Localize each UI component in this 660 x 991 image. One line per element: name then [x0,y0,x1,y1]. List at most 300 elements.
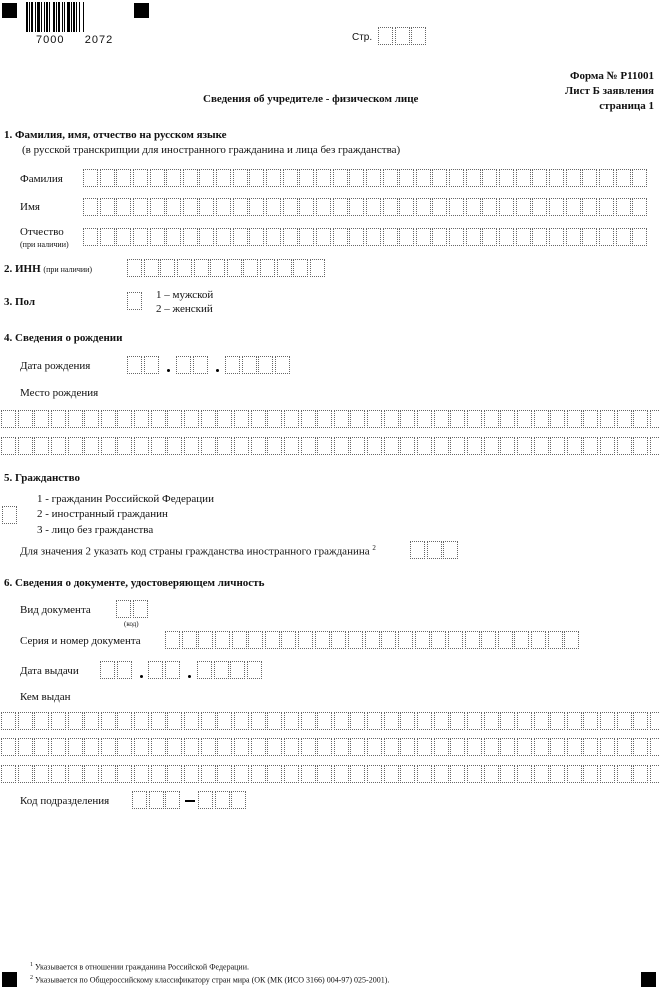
input-cell[interactable] [348,631,363,649]
input-cell[interactable] [632,169,647,187]
input-cell[interactable] [499,228,514,246]
birth-day-cells[interactable] [127,356,159,374]
input-cell[interactable] [165,791,180,809]
input-cell[interactable] [233,169,248,187]
input-cell[interactable] [450,437,465,455]
input-cell[interactable] [395,27,410,45]
input-cell[interactable] [247,661,262,679]
input-cell[interactable] [248,631,263,649]
input-cell[interactable] [365,631,380,649]
input-cell[interactable] [633,738,648,756]
input-cell[interactable] [531,631,546,649]
input-cell[interactable] [434,437,449,455]
input-cell[interactable] [201,712,216,730]
input-cell[interactable] [350,765,365,783]
input-cell[interactable] [265,631,280,649]
input-cell[interactable] [448,631,463,649]
input-cell[interactable] [417,712,432,730]
doc-series-cells[interactable] [165,631,579,649]
input-cell[interactable] [165,631,180,649]
input-cell[interactable] [633,765,648,783]
input-cell[interactable] [416,198,431,216]
input-cell[interactable] [199,228,214,246]
input-cell[interactable] [184,738,199,756]
input-cell[interactable] [567,738,582,756]
input-cell[interactable] [234,712,249,730]
input-cell[interactable] [150,228,165,246]
input-cell[interactable] [411,27,426,45]
input-cell[interactable] [416,228,431,246]
input-cell[interactable] [281,631,296,649]
input-cell[interactable] [450,765,465,783]
input-cell[interactable] [277,259,292,277]
input-cell[interactable] [500,738,515,756]
input-cell[interactable] [51,437,66,455]
input-cell[interactable] [350,738,365,756]
input-cell[interactable] [116,228,131,246]
input-cell[interactable] [201,738,216,756]
input-cell[interactable] [516,228,531,246]
input-cell[interactable] [299,228,314,246]
country-code-cells[interactable] [410,541,458,559]
issued-by-cells-row-1[interactable] [1,712,660,730]
input-cell[interactable] [34,738,49,756]
input-cell[interactable] [201,437,216,455]
input-cell[interactable] [117,712,132,730]
gender-cell[interactable] [127,292,142,310]
input-cell[interactable] [266,198,281,216]
input-cell[interactable] [234,765,249,783]
input-cell[interactable] [481,631,496,649]
input-cell[interactable] [134,437,149,455]
input-cell[interactable] [316,228,331,246]
input-cell[interactable] [333,169,348,187]
input-cell[interactable] [18,410,33,428]
input-cell[interactable] [532,169,547,187]
input-cell[interactable] [367,738,382,756]
input-cell[interactable] [500,765,515,783]
input-cell[interactable] [534,738,549,756]
input-cell[interactable] [599,228,614,246]
input-cell[interactable] [117,661,132,679]
input-cell[interactable] [243,259,258,277]
input-cell[interactable] [232,631,247,649]
input-cell[interactable] [201,765,216,783]
input-cell[interactable] [334,437,349,455]
input-cell[interactable] [83,169,98,187]
input-cell[interactable] [301,738,316,756]
input-cell[interactable] [317,712,332,730]
input-cell[interactable] [567,437,582,455]
patronymic-cells[interactable] [83,228,647,246]
input-cell[interactable] [600,738,615,756]
input-cell[interactable] [600,410,615,428]
input-cell[interactable] [215,791,230,809]
input-cell[interactable] [317,437,332,455]
input-cell[interactable] [127,292,142,310]
input-cell[interactable] [517,738,532,756]
input-cell[interactable] [177,259,192,277]
input-cell[interactable] [148,661,163,679]
input-cell[interactable] [616,198,631,216]
input-cell[interactable] [215,631,230,649]
input-cell[interactable] [150,198,165,216]
input-cell[interactable] [117,437,132,455]
input-cell[interactable] [217,738,232,756]
input-cell[interactable] [367,437,382,455]
input-cell[interactable] [467,437,482,455]
input-cell[interactable] [127,259,142,277]
input-cell[interactable] [18,738,33,756]
dept-code-cells-part-1[interactable] [132,791,180,809]
input-cell[interactable] [51,410,66,428]
input-cell[interactable] [151,765,166,783]
input-cell[interactable] [484,738,499,756]
input-cell[interactable] [217,410,232,428]
input-cell[interactable] [100,198,115,216]
input-cell[interactable] [434,712,449,730]
input-cell[interactable] [83,198,98,216]
input-cell[interactable] [484,712,499,730]
input-cell[interactable] [650,410,660,428]
input-cell[interactable] [617,765,632,783]
input-cell[interactable] [267,437,282,455]
issue-day-cells[interactable] [100,661,132,679]
input-cell[interactable] [266,228,281,246]
input-cell[interactable] [383,228,398,246]
input-cell[interactable] [400,738,415,756]
input-cell[interactable] [465,631,480,649]
input-cell[interactable] [384,738,399,756]
birth-place-cells-row-1[interactable] [1,410,660,428]
input-cell[interactable] [417,437,432,455]
input-cell[interactable] [582,228,597,246]
input-cell[interactable] [633,410,648,428]
input-cell[interactable] [449,198,464,216]
input-cell[interactable] [549,198,564,216]
input-cell[interactable] [484,410,499,428]
input-cell[interactable] [534,765,549,783]
input-cell[interactable] [1,765,16,783]
input-cell[interactable] [283,228,298,246]
input-cell[interactable] [194,259,209,277]
input-cell[interactable] [549,228,564,246]
input-cell[interactable] [650,437,660,455]
dept-code-cells-part-2[interactable] [198,791,246,809]
input-cell[interactable] [133,600,148,618]
input-cell[interactable] [198,791,213,809]
input-cell[interactable] [210,259,225,277]
input-cell[interactable] [68,437,83,455]
input-cell[interactable] [600,437,615,455]
input-cell[interactable] [301,712,316,730]
input-cell[interactable] [234,437,249,455]
input-cell[interactable] [599,169,614,187]
input-cell[interactable] [301,437,316,455]
input-cell[interactable] [349,198,364,216]
input-cell[interactable] [167,765,182,783]
birth-year-cells[interactable] [225,356,290,374]
input-cell[interactable] [249,169,264,187]
input-cell[interactable] [431,631,446,649]
input-cell[interactable] [233,198,248,216]
input-cell[interactable] [133,228,148,246]
input-cell[interactable] [34,437,49,455]
input-cell[interactable] [101,712,116,730]
input-cell[interactable] [367,765,382,783]
input-cell[interactable] [367,410,382,428]
input-cell[interactable] [197,661,212,679]
input-cell[interactable] [434,738,449,756]
input-cell[interactable] [144,259,159,277]
input-cell[interactable] [617,437,632,455]
input-cell[interactable] [450,410,465,428]
input-cell[interactable] [1,437,16,455]
input-cell[interactable] [34,712,49,730]
input-cell[interactable] [466,228,481,246]
input-cell[interactable] [384,712,399,730]
input-cell[interactable] [399,198,414,216]
issued-by-cells-row-2[interactable] [1,738,660,756]
input-cell[interactable] [301,765,316,783]
input-cell[interactable] [333,228,348,246]
input-cell[interactable] [283,198,298,216]
input-cell[interactable] [550,765,565,783]
input-cell[interactable] [1,712,16,730]
input-cell[interactable] [230,661,245,679]
input-cell[interactable] [298,631,313,649]
input-cell[interactable] [18,765,33,783]
input-cell[interactable] [151,410,166,428]
input-cell[interactable] [84,765,99,783]
input-cell[interactable] [284,437,299,455]
input-cell[interactable] [100,228,115,246]
input-cell[interactable] [216,228,231,246]
input-cell[interactable] [183,228,198,246]
input-cell[interactable] [484,437,499,455]
input-cell[interactable] [432,169,447,187]
input-cell[interactable] [583,437,598,455]
doc-type-cells[interactable] [116,600,148,618]
input-cell[interactable] [134,410,149,428]
input-cell[interactable] [583,712,598,730]
input-cell[interactable] [266,169,281,187]
input-cell[interactable] [517,712,532,730]
input-cell[interactable] [482,198,497,216]
input-cell[interactable] [582,198,597,216]
input-cell[interactable] [299,198,314,216]
input-cell[interactable] [316,169,331,187]
input-cell[interactable] [617,712,632,730]
input-cell[interactable] [550,738,565,756]
input-cell[interactable] [566,198,581,216]
input-cell[interactable] [83,228,98,246]
input-cell[interactable] [450,738,465,756]
input-cell[interactable] [284,712,299,730]
input-cell[interactable] [216,198,231,216]
input-cell[interactable] [68,738,83,756]
input-cell[interactable] [84,738,99,756]
input-cell[interactable] [334,765,349,783]
input-cell[interactable] [632,198,647,216]
input-cell[interactable] [68,765,83,783]
input-cell[interactable] [534,712,549,730]
input-cell[interactable] [400,437,415,455]
input-cell[interactable] [182,631,197,649]
input-cell[interactable] [267,765,282,783]
input-cell[interactable] [417,410,432,428]
input-cell[interactable] [500,437,515,455]
input-cell[interactable] [467,765,482,783]
input-cell[interactable] [116,198,131,216]
input-cell[interactable] [184,437,199,455]
input-cell[interactable] [416,169,431,187]
input-cell[interactable] [650,738,660,756]
input-cell[interactable] [467,410,482,428]
input-cell[interactable] [258,356,273,374]
input-cell[interactable] [567,765,582,783]
input-cell[interactable] [498,631,513,649]
input-cell[interactable] [166,198,181,216]
input-cell[interactable] [331,631,346,649]
input-cell[interactable] [367,712,382,730]
input-cell[interactable] [599,198,614,216]
input-cell[interactable] [500,712,515,730]
input-cell[interactable] [384,765,399,783]
issue-year-cells[interactable] [197,661,262,679]
input-cell[interactable] [116,169,131,187]
input-cell[interactable] [84,712,99,730]
input-cell[interactable] [193,356,208,374]
surname-cells[interactable] [83,169,647,187]
input-cell[interactable] [293,259,308,277]
input-cell[interactable] [51,712,66,730]
input-cell[interactable] [34,765,49,783]
input-cell[interactable] [349,169,364,187]
input-cell[interactable] [484,765,499,783]
input-cell[interactable] [334,738,349,756]
input-cell[interactable] [199,198,214,216]
input-cell[interactable] [443,541,458,559]
input-cell[interactable] [432,228,447,246]
input-cell[interactable] [450,712,465,730]
input-cell[interactable] [516,169,531,187]
input-cell[interactable] [251,437,266,455]
page-number-cells[interactable] [378,27,426,45]
input-cell[interactable] [68,712,83,730]
input-cell[interactable] [184,765,199,783]
input-cell[interactable] [399,169,414,187]
input-cell[interactable] [18,437,33,455]
inn-cells[interactable] [127,259,325,277]
input-cell[interactable] [199,169,214,187]
input-cell[interactable] [334,410,349,428]
input-cell[interactable] [582,169,597,187]
input-cell[interactable] [242,356,257,374]
input-cell[interactable] [466,169,481,187]
input-cell[interactable] [616,228,631,246]
input-cell[interactable] [214,661,229,679]
input-cell[interactable] [231,791,246,809]
input-cell[interactable] [233,228,248,246]
input-cell[interactable] [482,228,497,246]
input-cell[interactable] [566,228,581,246]
input-cell[interactable] [532,198,547,216]
input-cell[interactable] [532,228,547,246]
input-cell[interactable] [632,228,647,246]
input-cell[interactable] [132,791,147,809]
input-cell[interactable] [117,738,132,756]
input-cell[interactable] [151,437,166,455]
input-cell[interactable] [183,198,198,216]
input-cell[interactable] [249,198,264,216]
input-cell[interactable] [249,228,264,246]
input-cell[interactable] [284,410,299,428]
input-cell[interactable] [101,738,116,756]
input-cell[interactable] [417,738,432,756]
input-cell[interactable] [2,506,17,524]
input-cell[interactable] [251,410,266,428]
input-cell[interactable] [299,169,314,187]
input-cell[interactable] [617,410,632,428]
input-cell[interactable] [566,169,581,187]
input-cell[interactable] [317,410,332,428]
input-cell[interactable] [217,765,232,783]
input-cell[interactable] [149,791,164,809]
input-cell[interactable] [410,541,425,559]
input-cell[interactable] [548,631,563,649]
input-cell[interactable] [600,765,615,783]
input-cell[interactable] [514,631,529,649]
input-cell[interactable] [267,410,282,428]
input-cell[interactable] [275,356,290,374]
input-cell[interactable] [176,356,191,374]
input-cell[interactable] [549,169,564,187]
input-cell[interactable] [366,198,381,216]
input-cell[interactable] [383,198,398,216]
input-cell[interactable] [517,410,532,428]
input-cell[interactable] [550,410,565,428]
input-cell[interactable] [517,765,532,783]
input-cell[interactable] [144,356,159,374]
input-cell[interactable] [378,27,393,45]
input-cell[interactable] [217,437,232,455]
input-cell[interactable] [51,765,66,783]
input-cell[interactable] [167,437,182,455]
input-cell[interactable] [517,437,532,455]
input-cell[interactable] [151,738,166,756]
input-cell[interactable] [316,198,331,216]
input-cell[interactable] [432,198,447,216]
input-cell[interactable] [134,738,149,756]
input-cell[interactable] [650,712,660,730]
input-cell[interactable] [117,410,132,428]
input-cell[interactable] [310,259,325,277]
input-cell[interactable] [201,410,216,428]
input-cell[interactable] [366,169,381,187]
input-cell[interactable] [633,437,648,455]
input-cell[interactable] [366,228,381,246]
input-cell[interactable] [134,712,149,730]
input-cell[interactable] [567,712,582,730]
input-cell[interactable] [400,765,415,783]
input-cell[interactable] [349,228,364,246]
input-cell[interactable] [650,765,660,783]
input-cell[interactable] [167,410,182,428]
input-cell[interactable] [167,712,182,730]
input-cell[interactable] [550,437,565,455]
input-cell[interactable] [499,198,514,216]
